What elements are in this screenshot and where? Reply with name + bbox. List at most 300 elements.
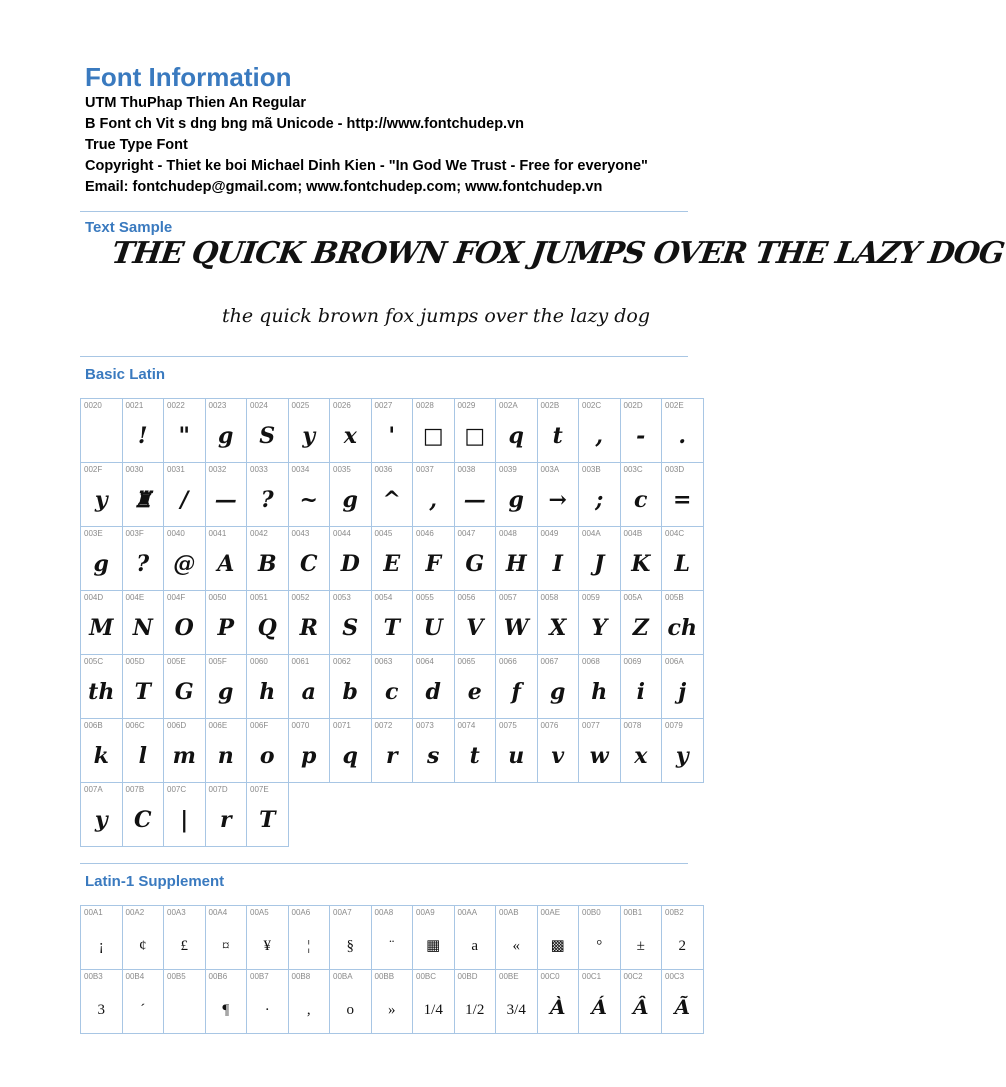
glyph-code: 0049 [540, 529, 559, 538]
glyph-cell [247, 399, 289, 463]
glyph-cell [371, 719, 413, 783]
glyph-sample: q [508, 423, 524, 449]
glyph-cell [330, 591, 372, 655]
glyph-cell [330, 527, 372, 591]
glyph-sample: K [631, 551, 651, 577]
font-type: True Type Font [85, 137, 188, 153]
glyph-cell [205, 527, 247, 591]
glyph-sample: , [429, 487, 438, 513]
glyph-cell [620, 399, 662, 463]
glyph-cell [122, 399, 164, 463]
glyph-row [81, 783, 704, 847]
glyph-code: 0064 [416, 657, 434, 666]
glyph-code: 0041 [208, 529, 227, 538]
glyph-code: 00B5 [167, 972, 186, 981]
glyph-sample: = [673, 487, 692, 513]
glyph-code: 0037 [416, 465, 434, 474]
glyph-cell [164, 970, 206, 1034]
glyph-cell [122, 463, 164, 527]
glyph-sample: @ [173, 551, 196, 577]
glyph-cell [454, 463, 496, 527]
glyph-code: 00A5 [250, 908, 269, 917]
glyph-sample: « [512, 938, 520, 954]
glyph-code: 0020 [84, 401, 102, 410]
glyph-code: 003D [665, 465, 685, 474]
glyph-sample: ~ [299, 487, 318, 513]
glyph-cell [537, 719, 579, 783]
glyph-code: 006E [208, 721, 228, 730]
glyph-row [81, 527, 704, 591]
text-sample-uppercase: THE QUICK BROWN FOX JUMPS OVER THE LAZY DOG [109, 236, 1006, 271]
glyph-sample: d [425, 679, 441, 705]
glyph-cell [413, 463, 455, 527]
glyph-sample: u [508, 743, 525, 769]
glyph-code: 007D [208, 785, 228, 794]
glyph-cell [81, 906, 123, 970]
latin1-heading: Latin-1 Supplement [85, 873, 225, 890]
glyph-sample: g [342, 487, 358, 513]
glyph-code: 0051 [250, 593, 268, 602]
glyph-sample: th [88, 679, 115, 705]
glyph-cell [288, 591, 330, 655]
glyph-cell [122, 906, 164, 970]
glyph-sample: ; [595, 487, 604, 513]
glyph-code: 00B7 [250, 972, 269, 981]
glyph-sample: £ [180, 938, 188, 954]
glyph-sample: r [219, 807, 232, 833]
glyph-cell [579, 655, 621, 719]
glyph-sample: ch [667, 615, 697, 641]
glyph-cell [81, 527, 123, 591]
empty-cell [288, 783, 330, 847]
glyph-code: 003E [84, 529, 103, 538]
glyph-sample: ? [260, 487, 274, 513]
glyph-code: 00C1 [582, 972, 602, 981]
glyph-cell [371, 527, 413, 591]
glyph-code: 0058 [540, 593, 559, 602]
glyph-code: 0055 [416, 593, 434, 602]
glyph-sample: , [595, 423, 604, 449]
glyph-code: 0076 [540, 721, 559, 730]
glyph-sample: - [636, 423, 646, 449]
glyph-cell [164, 655, 206, 719]
glyph-sample: j [678, 679, 687, 705]
page-title: Font Information [85, 62, 292, 92]
glyph-cell [537, 591, 579, 655]
glyph-cell [164, 906, 206, 970]
glyph-sample: P [217, 615, 235, 641]
glyph-sample: » [388, 1002, 396, 1018]
glyph-cell [413, 719, 455, 783]
glyph-cell [164, 783, 206, 847]
glyph-code: 00A1 [84, 908, 103, 917]
glyph-row [81, 906, 704, 970]
glyph-code: 0044 [333, 529, 351, 538]
glyph-code: 0035 [333, 465, 351, 474]
glyph-cell [413, 399, 455, 463]
glyph-code: 0040 [167, 529, 185, 538]
glyph-code: 0071 [333, 721, 351, 730]
glyph-code: 0032 [208, 465, 227, 474]
glyph-code: 006C [125, 721, 145, 730]
glyph-sample: | [180, 807, 189, 833]
empty-cell [537, 783, 579, 847]
glyph-cell [579, 591, 621, 655]
empty-cell [662, 783, 704, 847]
glyph-sample: ¦ [307, 938, 311, 954]
glyph-cell [454, 906, 496, 970]
glyph-code: 00A6 [291, 908, 311, 917]
glyph-code: 0033 [250, 465, 268, 474]
glyph-cell [662, 591, 704, 655]
glyph-code: 00BA [333, 972, 353, 981]
glyph-code: 003B [582, 465, 601, 474]
font-copyright: Copyright - Thiet ke boi Michael Dinh Kien - "In God We Trust - Free for everyone" [85, 158, 648, 174]
glyph-code: 005E [167, 657, 186, 666]
glyph-cell [620, 591, 662, 655]
glyph-code: 00A4 [208, 908, 228, 917]
glyph-code: 0024 [250, 401, 268, 410]
glyph-sample: A [217, 551, 235, 577]
glyph-cell [247, 970, 289, 1034]
glyph-sample: g [93, 551, 109, 577]
glyph-cell [620, 719, 662, 783]
glyph-code: 006B [84, 721, 103, 730]
glyph-code: 0075 [499, 721, 517, 730]
glyph-code: 0023 [208, 401, 227, 410]
glyph-sample: U [423, 615, 443, 641]
glyph-sample: ´ [140, 1002, 146, 1018]
glyph-code: 00BC [416, 972, 437, 981]
glyph-cell [662, 906, 704, 970]
glyph-row [81, 399, 704, 463]
glyph-sample: x [343, 423, 357, 449]
glyph-code: 005D [125, 657, 145, 666]
glyph-cell [247, 783, 289, 847]
glyph-code: 00BD [457, 972, 478, 981]
glyph-code: 0043 [291, 529, 310, 538]
glyph-code: 002C [582, 401, 602, 410]
glyph-cell [454, 719, 496, 783]
glyph-cell [496, 527, 538, 591]
glyph-code: 006F [250, 721, 269, 730]
glyph-cell [579, 970, 621, 1034]
glyph-sample: O [174, 615, 194, 641]
glyph-sample: M [89, 615, 114, 641]
glyph-cell [662, 970, 704, 1034]
glyph-sample: Â [632, 995, 649, 1019]
glyph-code: 0067 [540, 657, 559, 666]
glyph-cell [371, 463, 413, 527]
glyph-code: 0063 [374, 657, 393, 666]
glyph-sample: y [302, 423, 316, 449]
glyph-sample: I [552, 551, 563, 577]
divider [80, 211, 688, 212]
glyph-sample: F [425, 551, 442, 577]
glyph-cell [413, 906, 455, 970]
glyph-sample: B [257, 551, 277, 577]
glyph-sample: . [678, 423, 687, 449]
empty-cell [330, 783, 372, 847]
glyph-code: 0073 [416, 721, 434, 730]
glyph-sample: ^ [382, 487, 401, 513]
glyph-row [81, 719, 704, 783]
glyph-cell [288, 527, 330, 591]
divider [80, 863, 688, 864]
empty-cell [579, 783, 621, 847]
glyph-sample: · [264, 1002, 270, 1018]
glyph-cell [205, 970, 247, 1034]
glyph-sample: ° [596, 938, 603, 954]
glyph-code: 0046 [416, 529, 434, 538]
glyph-cell [288, 719, 330, 783]
glyph-cell [81, 463, 123, 527]
glyph-cell [122, 719, 164, 783]
glyph-cell [579, 399, 621, 463]
glyph-code: 00A7 [333, 908, 352, 917]
glyph-cell [371, 655, 413, 719]
glyph-sample: □ [422, 423, 444, 449]
glyph-code: 005F [208, 657, 227, 666]
glyph-cell [579, 527, 621, 591]
glyph-code: 00B1 [623, 908, 643, 917]
glyph-cell [288, 655, 330, 719]
glyph-code: 005B [665, 593, 684, 602]
glyph-sample: s [427, 743, 440, 769]
glyph-cell [122, 591, 164, 655]
glyph-sample: Q [257, 615, 277, 641]
glyph-cell [247, 655, 289, 719]
glyph-cell [620, 527, 662, 591]
glyph-sample: § [346, 938, 354, 954]
glyph-sample: b [342, 679, 358, 705]
font-name: UTM ThuPhap Thien An Regular [85, 95, 306, 111]
empty-cell [413, 783, 455, 847]
glyph-cell [81, 719, 123, 783]
glyph-sample: g [218, 423, 234, 449]
glyph-sample: y [94, 807, 108, 833]
glyph-sample: Z [632, 615, 649, 641]
glyph-code: 0072 [374, 721, 393, 730]
empty-cell [454, 783, 496, 847]
glyph-sample: g [550, 679, 566, 705]
glyph-cell [454, 591, 496, 655]
glyph-cell [330, 463, 372, 527]
glyph-cell [330, 719, 372, 783]
glyph-cell [205, 719, 247, 783]
glyph-code: 00AA [457, 908, 478, 917]
glyph-code: 00BE [499, 972, 519, 981]
glyph-cell [288, 970, 330, 1034]
glyph-sample: S [259, 423, 276, 449]
glyph-cell [662, 463, 704, 527]
glyph-cell [205, 783, 247, 847]
glyph-cell [620, 463, 662, 527]
glyph-sample: L [674, 551, 690, 577]
glyph-sample: ! [137, 423, 148, 449]
latin1-grid [80, 905, 704, 1034]
glyph-row [81, 655, 704, 719]
text-sample-lowercase: the quick brown fox jumps over the lazy dog [222, 305, 651, 327]
glyph-cell [496, 463, 538, 527]
glyph-cell [579, 906, 621, 970]
glyph-code: 0061 [291, 657, 310, 666]
glyph-code: 0034 [291, 465, 310, 474]
glyph-code: 00C2 [623, 972, 643, 981]
glyph-sample: ▦ [426, 938, 441, 954]
glyph-code: 002A [499, 401, 518, 410]
glyph-cell [247, 591, 289, 655]
glyph-cell [620, 970, 662, 1034]
glyph-cell [81, 783, 123, 847]
glyph-cell [537, 655, 579, 719]
glyph-code: 0027 [374, 401, 393, 410]
glyph-cell [81, 399, 123, 463]
glyph-code: 006D [167, 721, 187, 730]
glyph-sample: / [180, 487, 189, 513]
glyph-cell [164, 591, 206, 655]
glyph-cell [579, 719, 621, 783]
glyph-code: 0047 [457, 529, 476, 538]
empty-cell [620, 783, 662, 847]
glyph-cell [454, 655, 496, 719]
glyph-code: 0038 [457, 465, 476, 474]
glyph-sample: R [299, 615, 318, 641]
glyph-cell [330, 970, 372, 1034]
glyph-cell [122, 970, 164, 1034]
glyph-cell [537, 906, 579, 970]
glyph-cell [81, 655, 123, 719]
empty-cell [371, 783, 413, 847]
glyph-code: 0060 [250, 657, 268, 666]
glyph-cell [537, 970, 579, 1034]
font-description: B Font ch Vit s dng bng mã Unicode - http://www.fontchudep.vn [85, 116, 525, 132]
glyph-code: 00AE [540, 908, 561, 917]
glyph-sample: ¥ [263, 938, 271, 954]
glyph-cell [247, 906, 289, 970]
glyph-sample: q [342, 743, 358, 769]
glyph-sample: , [306, 1002, 311, 1018]
glyph-code: 003A [540, 465, 560, 474]
glyph-sample: y [675, 743, 689, 769]
glyph-sample: — [463, 487, 486, 513]
glyph-code: 0029 [457, 401, 476, 410]
glyph-row [81, 463, 704, 527]
basic-latin-grid [80, 398, 704, 847]
glyph-sample: H [505, 551, 527, 577]
glyph-sample: ¨ [389, 938, 395, 954]
glyph-code: 004C [665, 529, 685, 538]
glyph-code: 0053 [333, 593, 351, 602]
glyph-cell [247, 719, 289, 783]
glyph-sample: ▩ [550, 938, 565, 954]
glyph-cell [164, 463, 206, 527]
glyph-code: 0050 [208, 593, 227, 602]
glyph-sample: r [385, 743, 398, 769]
glyph-sample: G [174, 679, 194, 705]
glyph-code: 005A [623, 593, 643, 602]
glyph-sample: y [94, 487, 108, 513]
glyph-cell [537, 527, 579, 591]
glyph-cell [496, 719, 538, 783]
glyph-cell [454, 970, 496, 1034]
glyph-sample: C [133, 807, 152, 833]
glyph-cell [413, 655, 455, 719]
glyph-cell [579, 463, 621, 527]
glyph-cell [496, 591, 538, 655]
glyph-sample: □ [464, 423, 486, 449]
glyph-code: 005C [84, 657, 104, 666]
glyph-sample: c [385, 679, 399, 705]
glyph-code: 0062 [333, 657, 351, 666]
glyph-code: 004D [84, 593, 104, 602]
glyph-code: 0057 [499, 593, 517, 602]
glyph-code: 0031 [167, 465, 185, 474]
glyph-cell [205, 591, 247, 655]
glyph-code: 003F [125, 529, 144, 538]
glyph-cell [496, 399, 538, 463]
glyph-sample: f [511, 679, 521, 705]
glyph-cell [164, 719, 206, 783]
glyph-cell [496, 906, 538, 970]
glyph-cell [247, 463, 289, 527]
text-sample-heading: Text Sample [85, 219, 173, 236]
glyph-sample: D [340, 551, 360, 577]
glyph-code: 0068 [582, 657, 600, 666]
glyph-cell [288, 399, 330, 463]
glyph-code: 007A [84, 785, 103, 794]
glyph-sample: T [259, 807, 276, 833]
glyph-code: 002D [623, 401, 643, 410]
glyph-cell [371, 970, 413, 1034]
glyph-code: 00AB [499, 908, 519, 917]
glyph-sample: ¶ [222, 1002, 230, 1018]
divider [80, 356, 688, 357]
glyph-sample: h [591, 679, 608, 705]
glyph-code: 00B3 [84, 972, 103, 981]
glyph-cell [496, 970, 538, 1034]
glyph-code: 0036 [374, 465, 393, 474]
glyph-sample: V [466, 615, 484, 641]
glyph-code: 0054 [374, 593, 393, 602]
glyph-cell [330, 399, 372, 463]
glyph-sample: m [172, 743, 196, 769]
glyph-code: 0052 [291, 593, 310, 602]
glyph-code: 00C3 [665, 972, 685, 981]
glyph-code: 0056 [457, 593, 476, 602]
glyph-code: 00B4 [125, 972, 145, 981]
glyph-code: 00A9 [416, 908, 435, 917]
glyph-sample: ♜ [132, 487, 153, 513]
glyph-sample: w [589, 743, 609, 769]
glyph-cell [454, 527, 496, 591]
glyph-row [81, 970, 704, 1034]
glyph-cell [662, 719, 704, 783]
glyph-row [81, 591, 704, 655]
glyph-cell [288, 463, 330, 527]
glyph-sample: ¤ [222, 938, 230, 954]
glyph-sample: 1/4 [423, 1002, 443, 1018]
glyph-sample: → [548, 487, 567, 513]
glyph-cell [205, 906, 247, 970]
glyph-code: 004A [582, 529, 601, 538]
glyph-code: 004B [623, 529, 643, 538]
glyph-sample: c [634, 487, 648, 513]
glyph-sample: ± [636, 938, 645, 954]
glyph-code: 0042 [250, 529, 268, 538]
glyph-sample: l [138, 743, 147, 769]
glyph-cell [413, 591, 455, 655]
